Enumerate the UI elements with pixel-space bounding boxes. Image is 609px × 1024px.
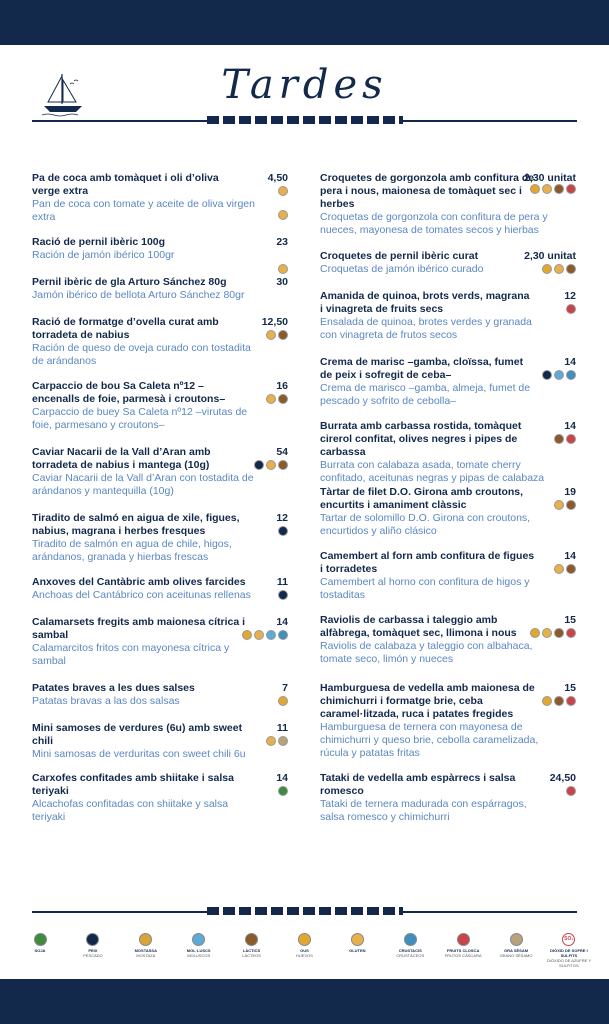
menu-item-price: 24,50 [549,772,576,784]
crust-icon [404,933,417,946]
legend-label: FRUITS CLOSCA [446,948,480,953]
allergen-icons [554,500,576,510]
menu-item-price: 30 [276,276,288,288]
menu-item-price: 14 [276,772,288,784]
menu-item [32,446,288,498]
legend-sublabel: LÁCTEOS [242,953,261,958]
allergen-icons [278,186,288,196]
menu-item [320,550,576,602]
mol-allergen-icon [266,630,276,640]
legend-sublabel: MOLUSCOS [187,953,211,958]
legend-sublabel: GRANO SÉSAMO [499,953,533,958]
peix-allergen-icon [278,590,288,600]
menu-item-name: Crema de marisc –gamba, cloïssa, fumet de peix i sofregit de ceba– [320,356,524,381]
menu-item [32,682,288,708]
menu-item-price: 15 [564,614,576,626]
menu-item-name: Tataki de vedella amb espàrrecs i salsa romesco [320,772,516,797]
allergen-icons [278,786,288,796]
menu-item-description: Pan de coca con tomate y aceite de oliva virgen extra [32,198,255,223]
gluten-allergen-icon [554,264,564,274]
menu-item-description: Calamarcitos fritos con mayonesa cítrica y sambal [32,642,230,667]
ous-allergen-icon [530,628,540,638]
menu-item-description: Croquetas de jamón ibérico curado [320,263,484,275]
lactics-allergen-icon [554,696,564,706]
menu-item-price: 12 [564,290,576,302]
gluten-allergen-icon [266,394,276,404]
menu-item-description: Camembert al horno con confitura de higos y tostaditas [320,576,530,601]
legend-sublabel: CRUSTÁCEOS [396,953,425,958]
menu-item-description: Tiradito de salmón en agua de chile, higos, arándanos, granada y hierbas frescas [32,538,232,563]
so2-icon: SO₂ [562,933,575,946]
gluten-allergen-icon [542,184,552,194]
legend-sublabel: PESCADO [83,953,103,958]
legend-item-crust [386,933,434,968]
allergen-icons [542,264,576,274]
gluten-allergen-icon [554,500,564,510]
fruits-allergen-icon [566,696,576,706]
gluten-allergen-icon [266,330,276,340]
menu-item-name: Ració de formatge d’ovella curat amb torradeta de nabius [32,316,219,341]
mostassa-icon [139,933,152,946]
menu-item-price: 12,50 [261,316,288,328]
menu-item [32,236,288,262]
crust-allergen-icon [278,630,288,640]
lactics-allergen-icon [554,434,564,444]
menu-item-name: Amanida de quinoa, brots verds, magrana i vinagreta de fruits secs [320,290,530,315]
menu-item-description: Alcachofas confitadas con shiitake y salsa teriyaki [32,798,229,823]
lactics-allergen-icon [278,394,288,404]
menu-item-price: 19 [564,486,576,498]
menu-item-name: Carpaccio de bou Sa Caleta nº12 –encenalls de foie, parmesà i croutons– [32,380,226,405]
legend-label: MOL·LUSCS [186,948,211,953]
menu-item [32,276,288,302]
legend-item-gluten [333,933,381,968]
menu-item-name: Carxofes confitades amb shiitake i salsa teriyaki [32,772,234,797]
allergen-icons [542,370,576,380]
menu-item-name: Raviolis de carbassa i taleggio amb alfàbrega, tomàquet sec, llimona i nous [320,614,517,639]
menu-item-price: 14 [276,616,288,628]
menu-item-name: Tiradito de salmó en aigua de xile, figues, nabius, magrana i herbes fresques [32,512,240,537]
menu-item [32,722,288,761]
gluten-allergen-icon [266,460,276,470]
fruits-allergen-icon [566,434,576,444]
ous-allergen-icon [242,630,252,640]
menu-item-description: Tataki de ternera madurada con espárragos, salsa romesco y chimichurri [320,798,527,823]
allergen-icons [266,736,288,746]
legend-label: MOSTASSA [134,948,157,953]
legend-item-so2 [545,933,593,968]
gluten-allergen-icon [554,564,564,574]
soja-allergen-icon [278,786,288,796]
menu-item-description: Patatas bravas a las dos salsas [32,695,180,707]
gluten-allergen-icon [254,630,264,640]
menu-item [320,356,576,408]
menu-item-price: 11 [276,576,288,588]
lactics-allergen-icon [278,330,288,340]
legend-label: CRUSTACIS [398,948,422,953]
menu-item-description: Crema de marisco –gamba, almeja, fumet de pescado y sofrito de cebolla– [320,382,531,407]
lactics-icon [245,933,258,946]
menu-item-description: Burrata con calabaza asada, tomate cherry confitado, aceitunas negras y pipas de calabaza [320,459,545,484]
allergen-icons [566,786,576,796]
top-bar [0,0,609,45]
menu-item [320,420,576,485]
page-title: Tardes [221,62,388,108]
allergen-icons [254,460,288,470]
gluten-allergen-icon [266,736,276,746]
menu-item [320,614,576,666]
menu-item-description: Croquetas de gorgonzola con confitura de pera y nueces, mayonesa de tomates secos y hierbas [320,211,548,236]
menu-item-name: Burrata amb carbassa rostida, tomàquet cirerol confitat, olives negres i pipes de carbassa [320,420,522,458]
menu-item [32,576,288,602]
gluten-allergen-icon [278,186,288,196]
bottom-bar [0,979,609,1024]
peix-allergen-icon [278,526,288,536]
legend-sublabel: MOSTAZA [136,953,156,958]
menu-item-description: Ración de jamón ibérico 100gr [32,249,175,261]
legend-item-fruits [439,933,487,968]
menu-item-name: Camembert al forn amb confitura de figues i torradetes [320,550,535,575]
menu-item [32,616,288,668]
lactics-allergen-icon [554,628,564,638]
menu-item-name: Calamarsets fregits amb maionesa cítrica i sambal [32,616,246,641]
menu-item-name: Mini samoses de verdures (6u) amb sweet chili [32,722,243,747]
legend-sublabel: FRUTOS CÁSCARA [444,953,482,958]
menu-item-price: 14 [564,420,576,432]
menu-item [320,486,576,538]
gluten-allergen-icon [278,264,288,274]
menu-item-name: Ració de pernil ibèric 100g [32,236,166,248]
menu-item [320,172,576,237]
menu-item [320,682,576,760]
legend-label: OUS [300,948,309,953]
menu-item-name: Pernil ibèric de gla Arturo Sánchez 80g [32,276,227,288]
allergen-icons [266,394,288,404]
lactics-allergen-icon [566,264,576,274]
menu-item-price: 2,30 unitat [524,172,576,184]
peix-allergen-icon [542,370,552,380]
legend-sublabel: DIÓXIDO DE AZUFRE Y SULFITOS [546,958,591,968]
menu-item-description: Ración de queso de oveja curado con tostadita de arándanos [32,342,251,367]
menu-item-price: 54 [276,446,288,458]
menu-item-price: 14 [564,356,576,368]
menu-item-name: Anxoves del Cantàbric amb olives farcides [32,576,246,588]
legend-label: LÀCTICS [242,948,261,953]
menu-item-description: Jamón ibérico de bellota Arturo Sánchez 80gr [32,289,245,301]
menu-item-price: 16 [276,380,288,392]
mol-allergen-icon [554,370,564,380]
ous-icon [298,933,311,946]
gluten-allergen-icon [278,210,288,220]
menu-item-name: Tàrtar de filet D.O. Girona amb croutons, encurtits i amaniment clàssic [320,486,524,511]
allergen-icons [542,696,576,706]
lactics-allergen-icon [566,500,576,510]
allergen-icons [554,564,576,574]
bottom-divider [32,907,577,917]
fruits-icon [457,933,470,946]
menu-item-description: Raviolis de calabaza y taleggio con albahaca, tomate seco, limón y nueces [320,640,533,665]
allergen-icons [278,696,288,706]
menu-item-price: 15 [564,682,576,694]
menu-item-description: Mini samosas de verduritas con sweet chili 6u [32,748,246,760]
sesam-allergen-icon [278,736,288,746]
legend-item-sesam [492,933,540,968]
lactics-allergen-icon [278,460,288,470]
menu-item [32,172,288,224]
lactics-allergen-icon [566,564,576,574]
allergen-icons [278,526,288,536]
legend-sublabel: HUEVOS [296,953,313,958]
legend-item-mostassa [122,933,170,968]
menu-item-name: Croquetes de gorgonzola amb confitura de pera i nous, maionesa de tomàquet sec i herbes [320,172,535,210]
menu-item [320,250,576,276]
allergen-icons [278,264,288,274]
fruits-allergen-icon [566,304,576,314]
allergen-icons [566,304,576,314]
menu-item-name: Hamburguesa de vedella amb maionesa de chimichurri i formatge brie, ceba caramel·litzada, ruca i patates fregides [320,682,535,720]
ous-allergen-icon [278,696,288,706]
legend-label: GLUTEN [349,948,366,953]
allergen-legend [16,933,593,968]
legend-item-ous [280,933,328,968]
menu-item-price: 2,30 unitat [524,250,576,262]
menu-item-description: Anchoas del Cantábrico con aceitunas rellenas [32,589,251,601]
menu-item-description: Carpaccio de buey Sa Caleta nº12 –virutas de foie, parmesano y croutons– [32,406,248,431]
menu-item-name: Patates braves a les dues salses [32,682,195,694]
menu-item [32,772,288,824]
peix-allergen-icon [254,460,264,470]
fruits-allergen-icon [566,184,576,194]
menu-item [32,512,288,564]
menu-item [32,380,288,432]
allergen-icons [266,330,288,340]
soja-icon [34,933,47,946]
allergen-icons [242,630,288,640]
menu-item-price: 14 [564,550,576,562]
gluten-allergen-icon [542,628,552,638]
legend-label: GRA SÈSAM [503,948,529,953]
ous-allergen-icon [530,184,540,194]
lactics-allergen-icon [554,184,564,194]
menu-item-price: 11 [276,722,288,734]
ous-allergen-icon [542,264,552,274]
legend-item-peix [69,933,117,968]
menu-item [320,290,576,342]
crust-allergen-icon [566,370,576,380]
allergen-icons [554,434,576,444]
legend-label: SOJA [34,948,46,953]
menu-item [32,316,288,368]
menu-item-price: 7 [282,682,288,694]
menu-item-price: 4,50 [267,172,288,184]
menu-item [320,772,576,824]
menu-item-price: 23 [276,236,288,248]
legend-label: PEIX [88,948,98,953]
ous-allergen-icon [542,696,552,706]
legend-item-lactics [228,933,276,968]
sesam-icon [510,933,523,946]
allergen-icons [278,210,288,220]
menu-item-description: Caviar Nacarii de la Vall d’Aran con tostadita de arándanos y mantequilla (10g) [32,472,254,497]
menu-item-name: Croquetes de pernil ibèric curat [320,250,479,262]
allergen-icons [278,590,288,600]
allergen-icons [530,628,576,638]
gluten-icon [351,933,364,946]
top-divider [32,116,577,126]
fruits-allergen-icon [566,786,576,796]
menu-item-description: Tartar de solomillo D.O. Girona con croutons, encurtidos y aliño clásico [320,512,531,537]
menu-item-name: Caviar Nacarii de la Vall d’Aran amb torradeta de nabius i mantega (10g) [32,446,211,471]
menu-item-price: 12 [276,512,288,524]
menu-item-name: Pa de coca amb tomàquet i oli d’oliva verge extra [32,172,219,197]
legend-label: DIÒXID DE SOFRE I SULFITS [550,948,588,958]
allergen-icons [530,184,576,194]
fruits-allergen-icon [566,628,576,638]
peix-icon [86,933,99,946]
mol-icon [192,933,205,946]
menu-item-description: Ensalada de quinoa, brotes verdes y granada con vinagreta de frutos secos [320,316,532,341]
menu-item-description: Hamburguesa de ternera con mayonesa de chimichurri y queso brie, cebolla caramelizada, rúcula y patatas fritas [320,721,539,759]
legend-item-mol [175,933,223,968]
legend-item-soja [16,933,64,968]
